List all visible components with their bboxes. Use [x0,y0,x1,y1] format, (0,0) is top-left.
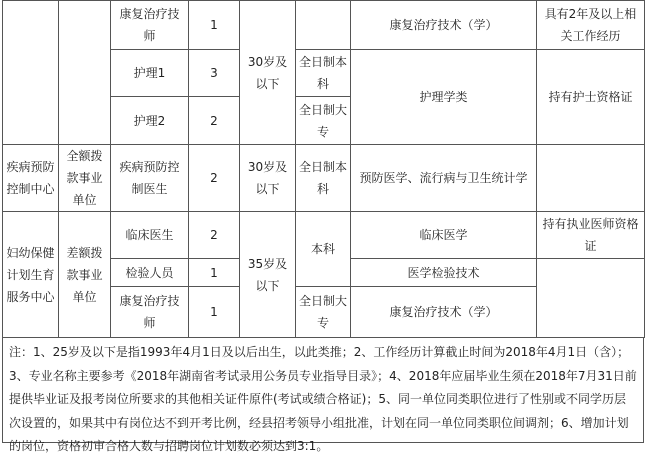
unit-cell: 妇幼保健计划生育服务中心 [3,212,59,338]
position-cell: 疾病预防控制医生 [111,145,189,212]
edu-cell: 全日制本科 [296,50,351,97]
major-cell: 临床医学 [351,212,537,259]
edu-cell: 全日制大专 [296,97,351,145]
position-cell: 康复治疗技师 [111,287,189,338]
count-cell: 1 [189,1,240,50]
count-cell: 2 [189,97,240,145]
nature-cell: 全额拨款事业单位 [59,145,111,212]
edu-cell: 全日制大专 [296,287,351,338]
major-cell: 康复治疗技术（学） [351,1,537,50]
recruitment-table [2,0,645,338]
position-cell: 护理2 [111,97,189,145]
edu-cell: 全日制本科 [296,145,351,212]
other-cell: 持有护士资格证 [537,50,645,145]
position-cell: 临床医生 [111,212,189,259]
count-cell: 1 [189,259,240,287]
major-cell: 医学检验技术 [351,259,537,287]
major-cell: 护理学类 [351,50,537,145]
age-cell: 30岁及以下 [240,145,296,212]
unit-cell [3,1,59,145]
major-cell: 康复治疗技术（学） [351,287,537,338]
table-row [3,145,645,212]
other-cell [537,259,645,338]
edu-cell [296,1,351,50]
position-cell: 康复治疗技师 [111,1,189,50]
other-cell: 具有2年及以上相关工作经历 [537,1,645,50]
count-cell: 2 [189,212,240,259]
position-cell: 护理1 [111,50,189,97]
position-cell: 检验人员 [111,259,189,287]
other-cell [537,145,645,212]
footnote: 注：1、25岁及以下是指1993年4月1日及以后出生，以此类推；2、工作经历计算截止时间为2018年4月1日（含）；3、专业名称主要参考《2018年湖南省考试录用公务员专业指导目录》；4、2018年应届毕业生须在2018年7月31日前提供毕业证及报考岗位所要求的其他相关证件原件(考试或绩合格证)；5、同一单位同类职位进行了性别或不同学历层次设置的，如果其中有岗位达不到开考比例，经县招考领导小组批准，计划在同一单位同类职位间调剂；6、增加计划的岗位，资格初审合格人数与招聘岗位计划数必须达到3:1。 [2,337,644,443]
unit-cell: 疾病预防控制中心 [3,145,59,212]
count-cell: 3 [189,50,240,97]
nature-cell [59,1,111,145]
table-row [3,212,645,259]
age-cell: 30岁及以下 [240,1,296,145]
age-cell: 35岁及以下 [240,212,296,338]
major-cell: 预防医学、流行病与卫生统计学 [351,145,537,212]
other-cell: 持有执业医师资格证 [537,212,645,259]
table-row [3,1,645,50]
count-cell: 1 [189,287,240,338]
edu-cell: 本科 [296,212,351,287]
nature-cell: 差额拨款事业单位 [59,212,111,338]
count-cell: 2 [189,145,240,212]
